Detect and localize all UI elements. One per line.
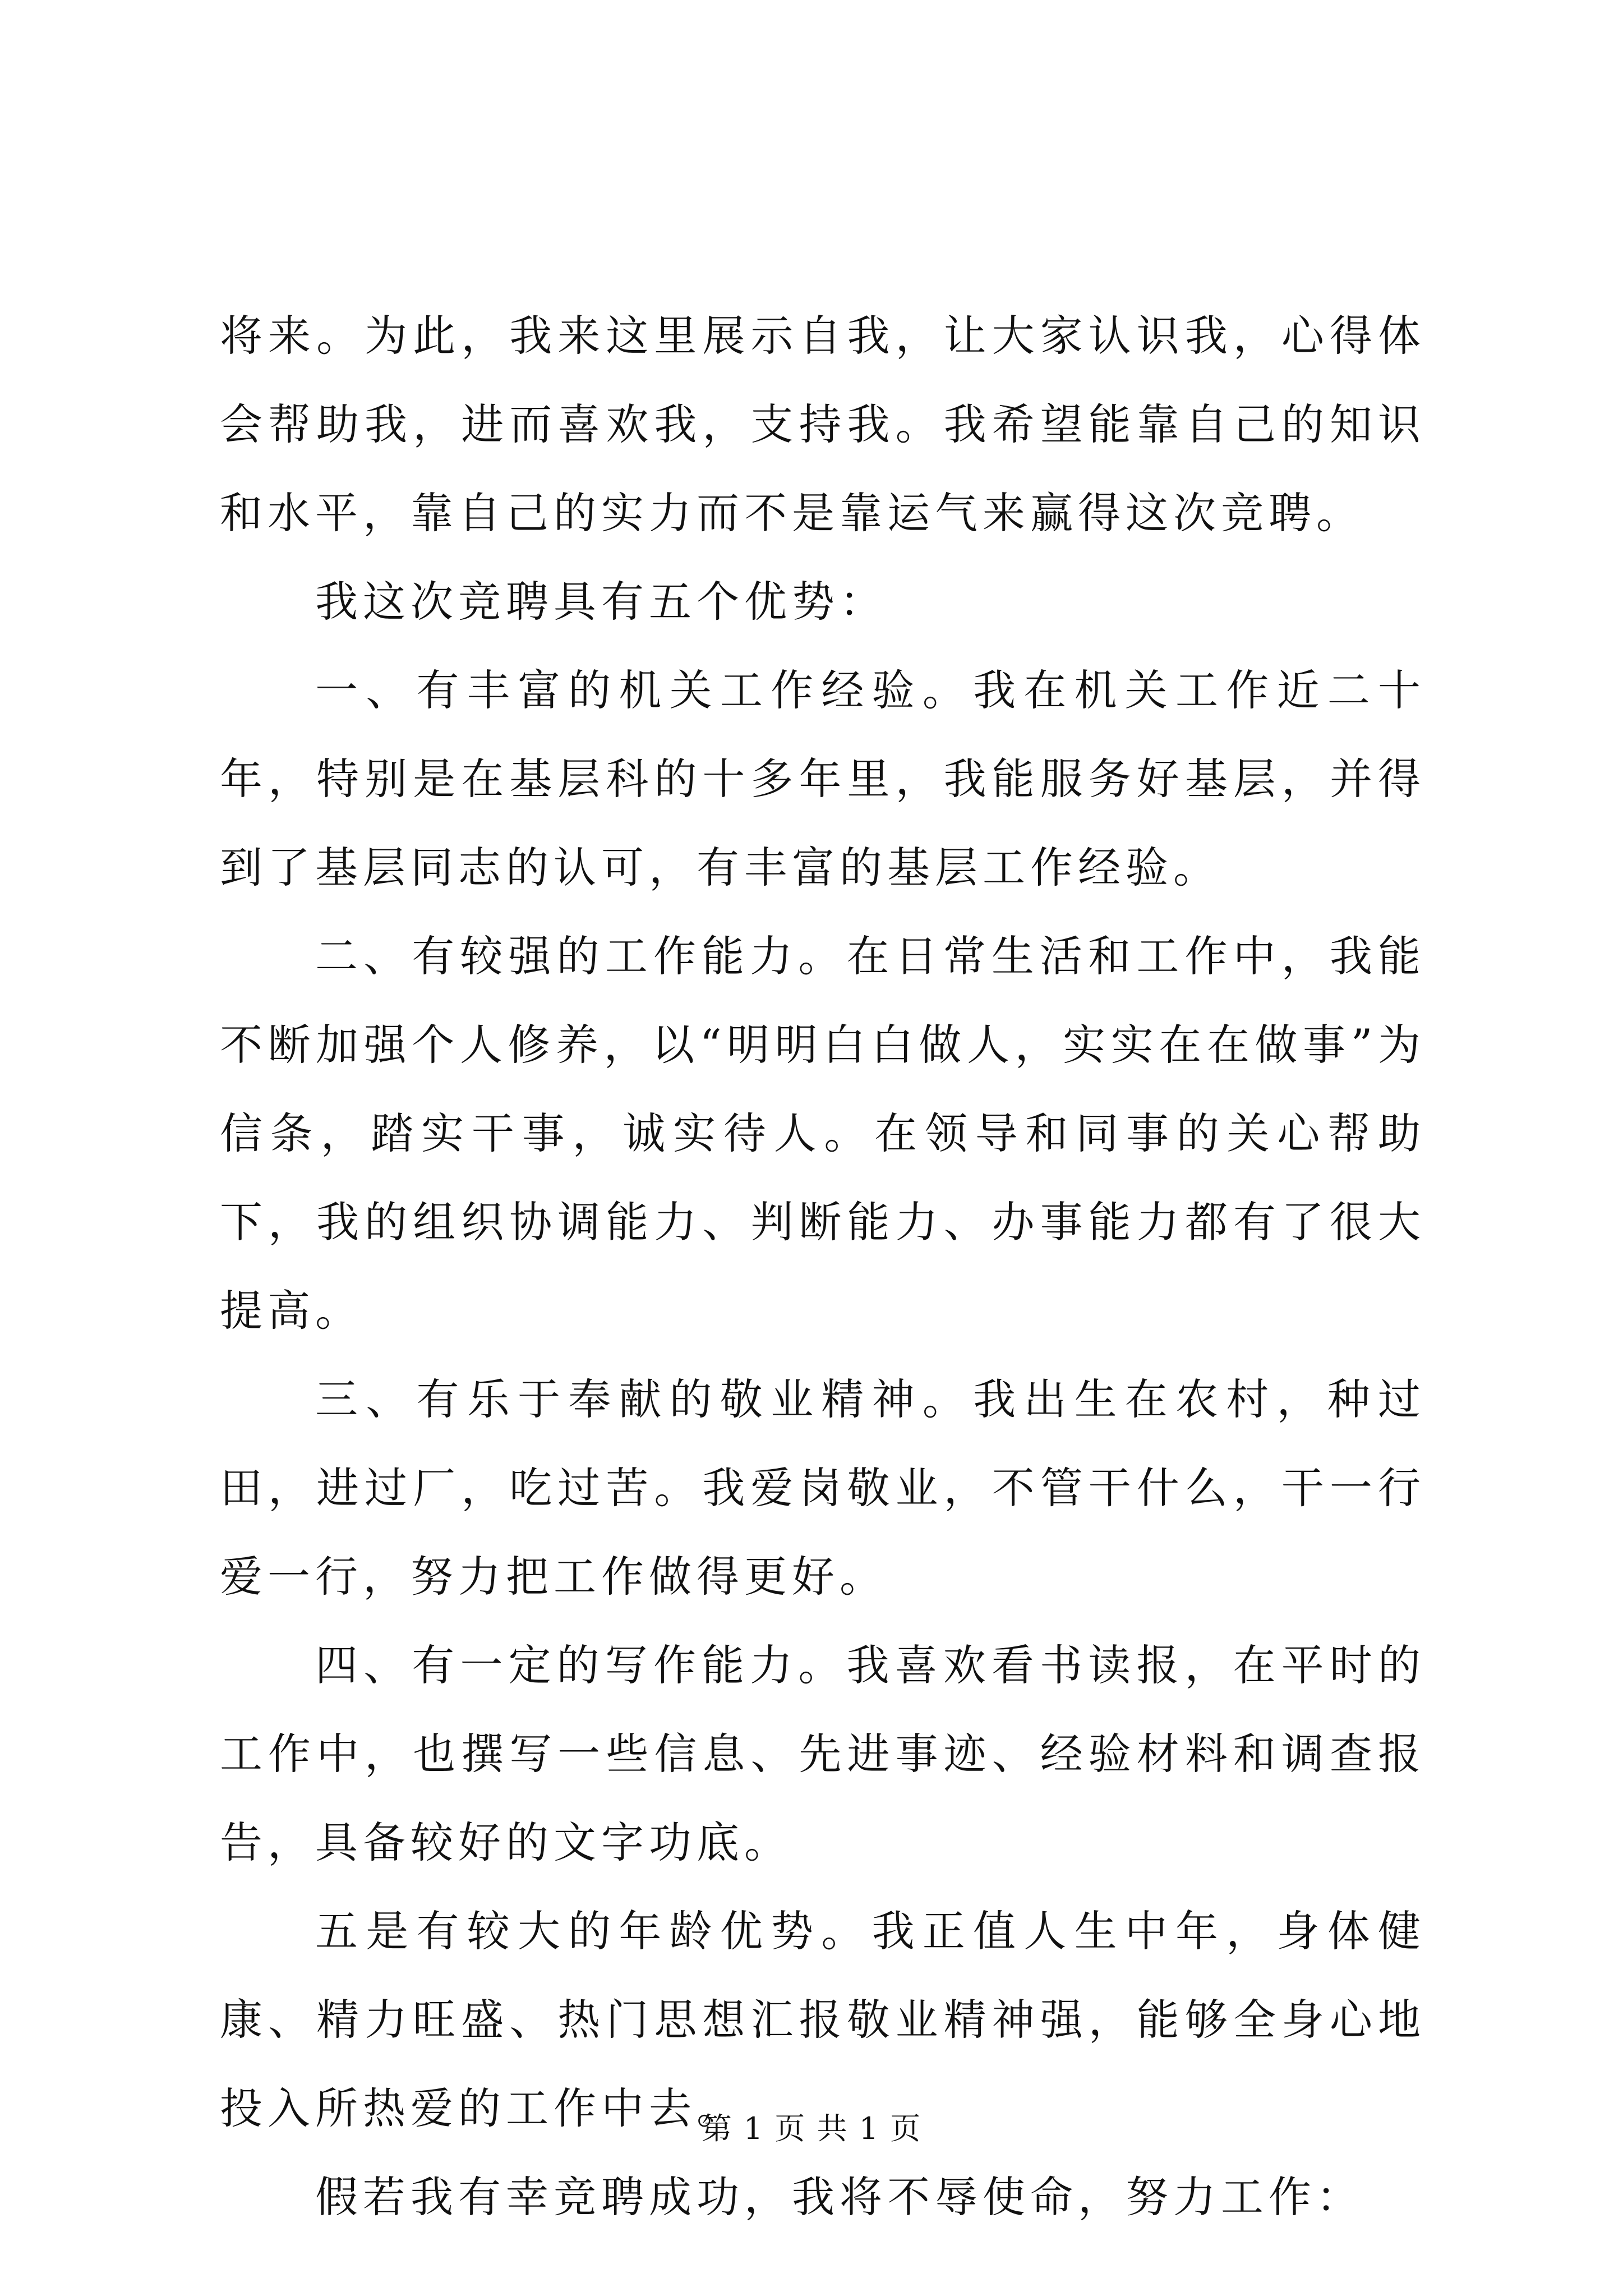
- paragraph-2: 我这次竞聘具有五个优势：: [315, 577, 887, 627]
- page-number-footer: 第 1 页 共 1 页: [701, 2111, 922, 2146]
- paragraph-5: 三、有乐于奉献的敬业精神。我出生在农村，种过田，进过厂，吃过苦。我爱岗敬业，不管干什么，干一行爱一行，努力把工作做得更好。: [220, 1374, 1426, 1602]
- paragraph-8: 假若我有幸竞聘成功，我将不辱使命，努力工作：: [315, 2172, 1364, 2222]
- paragraph-1: 将来。为此，我来这里展示自我，让大家认识我，心得体会帮助我，进而喜欢我，支持我。我希望能靠自己的知识和水平，靠自己的实力而不是靠运气来赢得这次竞聘。: [220, 311, 1426, 538]
- paragraph-7: 五是有较大的年龄优势。我正值人生中年，身体健康、精力旺盛、热门思想汇报敬业精神强，能够全身心地投入所热爱的工作中去。: [220, 1906, 1426, 2133]
- document-body: [220, 292, 1426, 2242]
- paragraph-4: 二、有较强的工作能力。在日常生活和工作中，我能不断加强个人修养，以“明明白白做人，实实在在做事”为信条，踏实干事，诚实待人。在领导和同事的关心帮助下，我的组织协调能力、判断能力、办事能力都有了很大提高。: [220, 931, 1426, 1336]
- paragraph-6: 四、有一定的写作能力。我喜欢看书读报，在平时的工作中，也撰写一些信息、先进事迹、经验材料和调查报告，具备较好的文字功底。: [220, 1640, 1426, 1867]
- paragraph-3: 一、有丰富的机关工作经验。我在机关工作近二十年，特别是在基层科的十多年里，我能服务好基层，并得到了基层同志的认可，有丰富的基层工作经验。: [220, 665, 1426, 892]
